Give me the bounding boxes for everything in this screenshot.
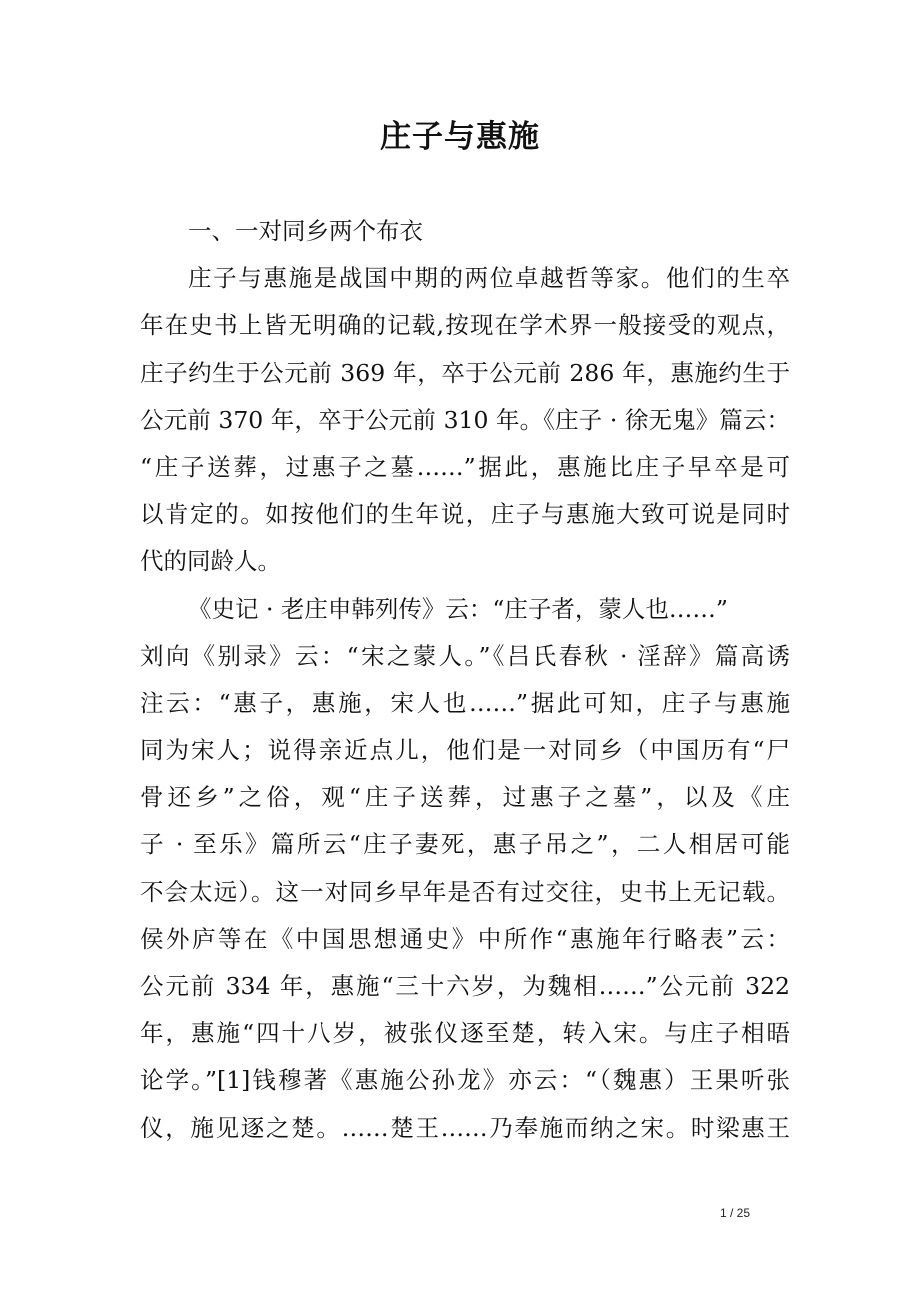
page-indicator: 1 / 25 [719, 1206, 750, 1220]
text-line: 公元前 334 年，惠施“三十六岁，为魏相……”公元前 322 [140, 972, 790, 1000]
text-line: 骨还乡”之俗，观“庄子送葬，过惠子之墓”，以及《庄 [140, 783, 790, 812]
text-line: 注云：“惠子，惠施，宋人也……”据此可知，庄子与惠施 [140, 688, 790, 717]
text-line: 侯外庐等在《中国思想通史》中所作“惠施年行略表”云： [140, 924, 790, 953]
text-line: 仪，施见逐之楚。……楚王……乃奉施而纳之宋。时梁惠王 [140, 1113, 790, 1142]
document-body [140, 208, 790, 1152]
text-line: 刘向《别录》云：“宋之蒙人。”《吕氏春秋 · 淫辞》篇高诱 [140, 641, 790, 670]
text-line: 同为宋人；说得亲近点儿，他们是一对同乡（中国历有“尸 [140, 736, 790, 765]
text-line: 代的同龄人。 [140, 547, 281, 576]
text-line: 以肯定的。如按他们的生年说，庄子与惠施大致可说是同时 [140, 500, 790, 529]
text-line: 一、一对同乡两个布衣 [188, 217, 423, 245]
text-line: 论学。”[1]钱穆著《惠施公孙龙》亦云：“（魏惠）王果听张 [140, 1066, 790, 1095]
text-line: 《史记 · 老庄申韩列传》云：“庄子者，蒙人也……” [188, 594, 728, 623]
text-line: 年在史书上皆无明确的记载,按现在学术界一般接受的观点， [140, 311, 790, 340]
text-line: 不会太远）。这一对同乡早年是否有过交往，史书上无记载。 [140, 877, 790, 906]
text-line: 子 · 至乐》篇所云“庄子妻死，惠子吊之”，二人相居可能 [140, 830, 790, 859]
text-line: 庄子与惠施是战国中期的两位卓越哲等家。他们的生卒 [188, 264, 790, 293]
document-title: 庄子与惠施 [380, 119, 540, 155]
text-line: 年，惠施“四十八岁，被张仪逐至楚，转入宋。与庄子相晤 [140, 1019, 790, 1048]
text-line: 公元前 370 年，卒于公元前 310 年。《庄子 · 徐无鬼》篇云： [140, 405, 790, 434]
text-line: 庄子约生于公元前 369 年，卒于公元前 286 年，惠施约生于 [140, 358, 790, 387]
text-line: “庄子送葬，过惠子之墓……”据此，惠施比庄子早卒是可 [140, 452, 790, 481]
